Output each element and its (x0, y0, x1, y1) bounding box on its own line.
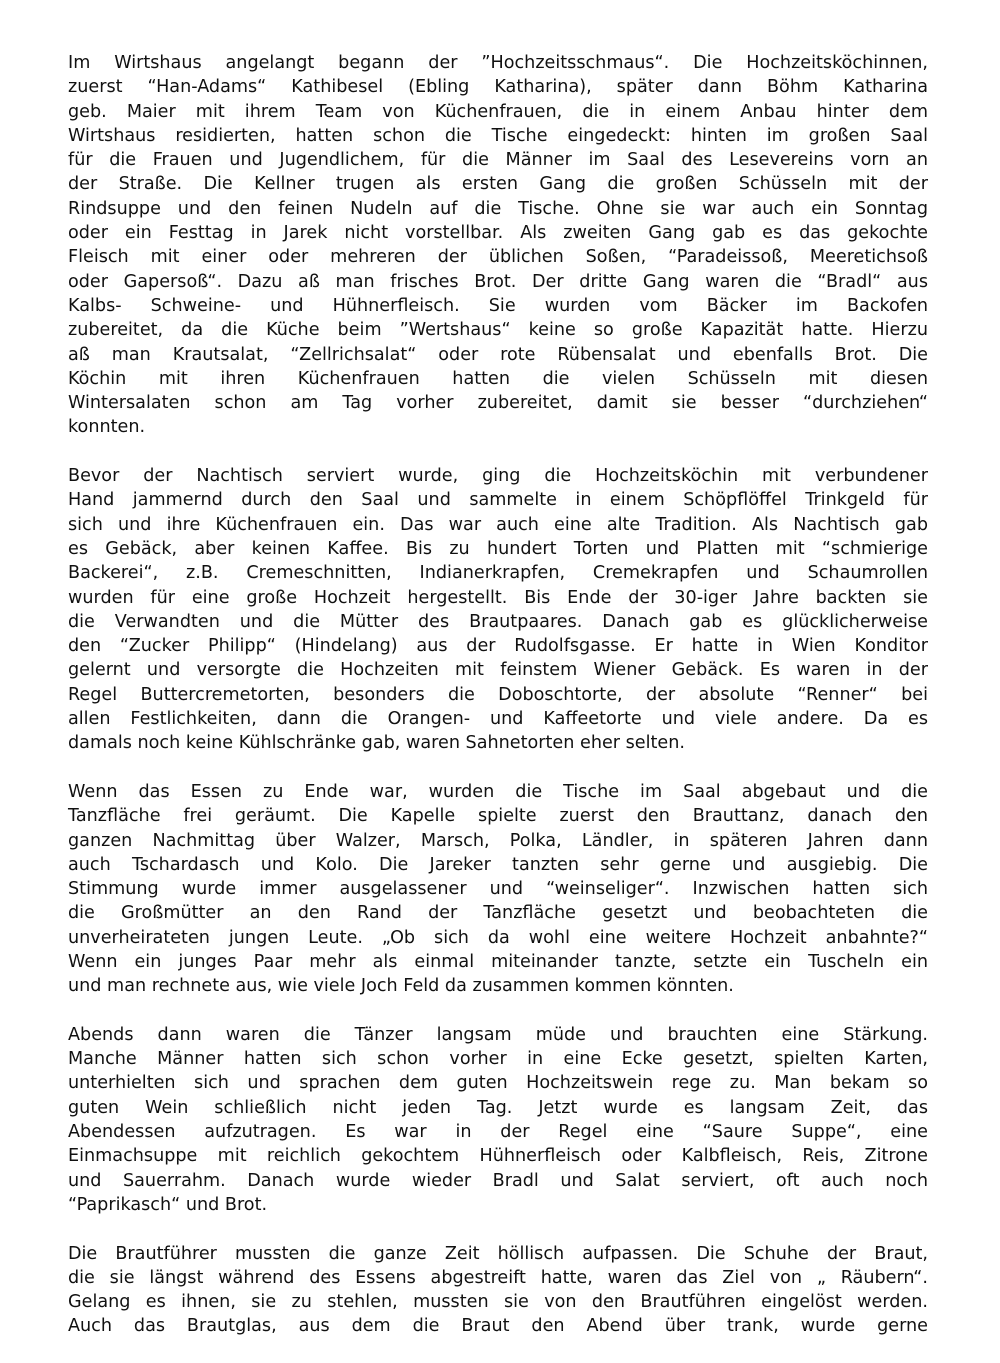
text-line: sich und ihre Küchenfrauen ein. Das war auch eine alte Tradition. Als Nachtisch gab (68, 514, 928, 535)
text-line: Abends dann waren die Tänzer langsam müde und brauchten eine Stärkung. (68, 1024, 928, 1045)
text-line: Hand jammernd durch den Saal und sammelte in einem Schöpflöffel Trinkgeld für (68, 490, 928, 511)
text-line: den “Zucker Philipp“ (Hindelang) aus der Rudolfsgasse. Er hatte in Wien Konditor (68, 636, 928, 657)
text-line: konnten. (68, 417, 146, 438)
text-line: der Straße. Die Kellner trugen als ersten Gang die großen Schüsseln mit der (68, 174, 928, 195)
paragraph-bridesmen (68, 1242, 928, 1339)
text-line: und man rechnete aus, wie viele Joch Feld da zusammen kommen könnten. (68, 976, 734, 997)
text-line: Rindsuppe und den feinen Nudeln auf die Tische. Ohne sie war auch ein Sonntag (68, 198, 928, 219)
text-line: Wintersalaten schon am Tag vorher zubereitet, damit sie besser “durchziehen“ (68, 393, 928, 414)
paragraph-dance (68, 780, 928, 999)
text-line: Stimmung wurde immer ausgelassener und “weinseliger“. Inzwischen hatten sich (68, 879, 928, 900)
text-line: Gelang es ihnen, sie zu stehlen, mussten sie von den Brautführen eingelöst werden. (68, 1292, 928, 1313)
text-line: Im Wirtshaus angelangt begann der ”Hochzeitsschmaus“. Die Hochzeitsköchinnen, (68, 53, 928, 73)
text-line: Wenn ein junges Paar mehr als einmal miteinander tanzte, setzte ein Tuscheln ein (68, 951, 928, 972)
text-line: guten Wein schließlich nicht jeden Tag. Jetzt wurde es langsam Zeit, das (68, 1097, 928, 1118)
text-line: Regel Buttercremetorten, besonders die Doboschtorte, der absolute “Renner“ bei (68, 684, 928, 705)
text-line: “Paprikasch“ und Brot. (68, 1194, 268, 1215)
text-line: unterhielten sich und sprachen dem guten Hochzeitswein rege zu. Man bekam so (68, 1073, 928, 1094)
text-line: Tanzfläche frei geräumt. Die Kapelle spielte zuerst den Brauttanz, danach den (68, 806, 928, 827)
text-line: Fleisch mit einer oder mehreren der üblichen Soßen, “Paradeissoß, Meeretichsoß (68, 247, 928, 268)
text-line: aß man Krautsalat, “Zellrichsalat“ oder rote Rübensalat und ebenfalls Brot. Die (68, 344, 928, 365)
text-line: oder ein Festtag in Jarek nicht vorstellbar. Als zweiten Gang gab es das gekochte (68, 223, 928, 244)
text-line: gelernt und versorgte die Hochzeiten mit feinstem Wiener Gebäck. Es waren in der (68, 660, 928, 681)
text-line: Wenn das Essen zu Ende war, wurden die Tische im Saal abgebaut und die (68, 781, 928, 802)
paragraph-evening (68, 1023, 928, 1217)
text-line: Kalbs- Schweine- und Hühnerfleisch. Sie wurden vom Bäcker im Backofen (68, 295, 928, 316)
text-line: für die Frauen und Jugendlichem, für die Männer im Saal des Lesevereins vorn an (68, 150, 928, 171)
text-line: oder Gapersoß“. Dazu aß man frisches Brot. Der dritte Gang waren die “Bradl“ aus (68, 271, 928, 292)
paragraph-wedding-feast (68, 51, 928, 440)
text-line: Manche Männer hatten sich schon vorher in eine Ecke gesetzt, spielten Karten, (68, 1049, 928, 1070)
text-line: Köchin mit ihren Küchenfrauen hatten die vielen Schüsseln mit diesen (68, 368, 928, 389)
text-line: wurden für eine große Hochzeit hergestellt. Bis Ende der 30-iger Jahre backten sie (68, 587, 928, 608)
text-line: Abendessen aufzutragen. Es war in der Regel eine “Saure Suppe“, eine (68, 1122, 928, 1143)
text-line: damals noch keine Kühlschränke gab, waren Sahnetorten eher selten. (68, 733, 685, 754)
text-line: Auch das Brautglas, aus dem die Braut den Abend über trank, wurde gerne (68, 1316, 928, 1337)
text-line: die sie längst während des Essens abgestreift hatte, waren das Ziel von „ Räubern“. (68, 1267, 928, 1288)
text-line: und Sauerrahm. Danach wurde wieder Bradl und Salat serviert, oft auch noch (68, 1170, 928, 1191)
paragraph-dessert (68, 464, 928, 756)
text-line: zubereitet, da die Küche beim ”Wertshaus“ keine so große Kapazität hatte. Hierzu (68, 320, 928, 341)
document-page (68, 51, 928, 1363)
text-line: die Großmütter an den Rand der Tanzfläche gesetzt und beobachteten die (68, 903, 928, 924)
text-line: allen Festlichkeiten, dann die Orangen- und Kaffeetorte und viele andere. Da es (68, 709, 928, 730)
text-line: Bevor der Nachtisch serviert wurde, ging die Hochzeitsköchin mit verbundener (68, 466, 928, 487)
text-line: zuerst “Han-Adams“ Kathibesel (Ebling Katharina), später dann Böhm Katharina (68, 77, 928, 98)
text-line: die Verwandten und die Mütter des Brautpaares. Danach gab es glücklicherweise (68, 611, 928, 632)
text-line: es Gebäck, aber keinen Kaffee. Bis zu hundert Torten und Platten mit “schmierige (68, 538, 928, 559)
text-line: Wirtshaus residierten, hatten schon die Tische eingedeckt: hinten im großen Saal (68, 125, 928, 146)
text-line: ganzen Nachmittag über Walzer, Marsch, Polka, Ländler, in späteren Jahren dann (68, 830, 928, 851)
text-line: Die Brautführer mussten die ganze Zeit höllisch aufpassen. Die Schuhe der Braut, (68, 1243, 928, 1264)
text-line: unverheirateten jungen Leute. „Ob sich da wohl eine weitere Hochzeit anbahnte?“ (68, 927, 928, 948)
text-line: auch Tschardasch und Kolo. Die Jareker tanzten sehr gerne und ausgiebig. Die (68, 854, 928, 875)
text-line: geb. Maier mit ihrem Team von Küchenfrauen, die in einem Anbau hinter dem (68, 101, 928, 122)
text-line: Backerei“, z.B. Cremeschnitten, Indianerkrapfen, Cremekrapfen und Schaumrollen (68, 563, 928, 584)
text-line: Einmachsuppe mit reichlich gekochtem Hühnerfleisch oder Kalbfleisch, Reis, Zitrone (68, 1146, 928, 1167)
